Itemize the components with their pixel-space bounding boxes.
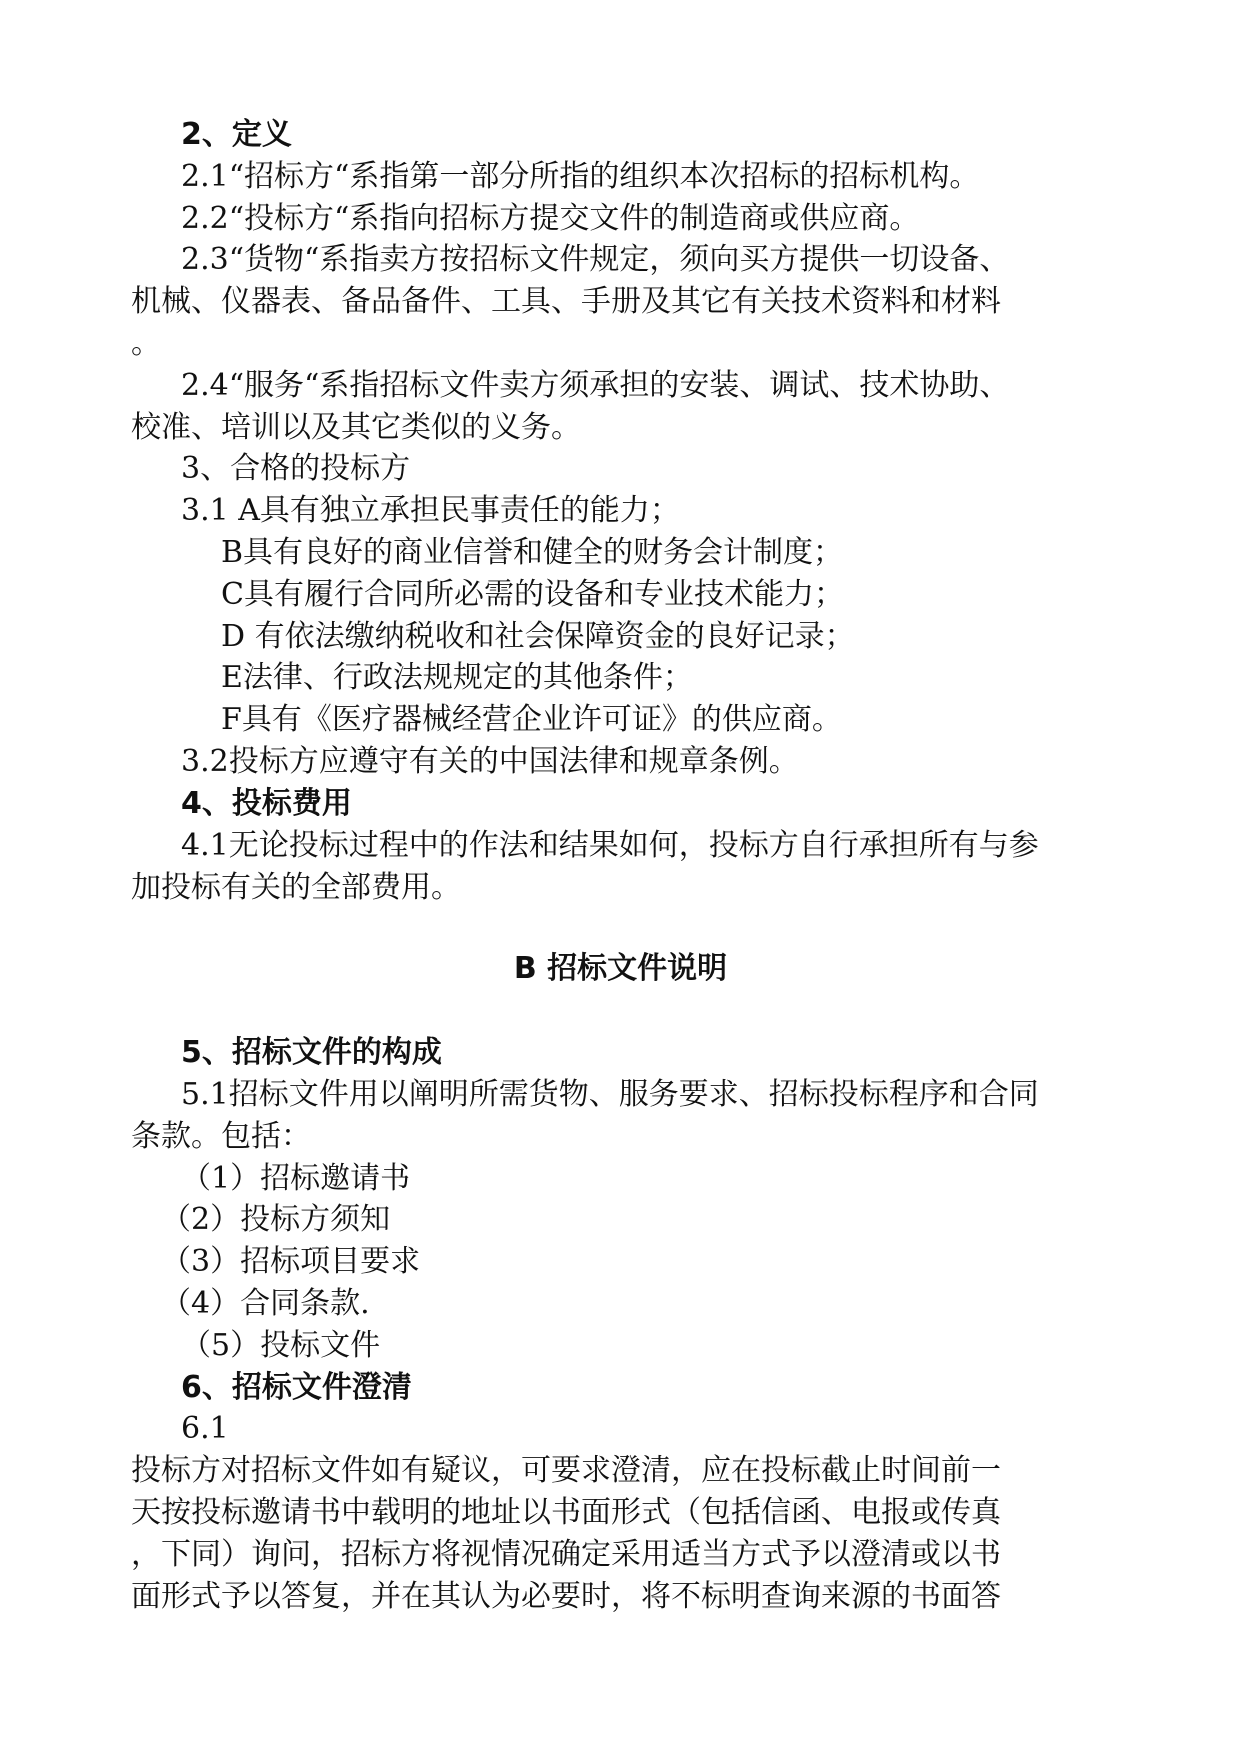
section-4-heading: 4、投标费用 bbox=[181, 786, 352, 821]
clause-2-3-line-3: 。 bbox=[131, 326, 161, 361]
clause-6-1-line-1: 投标方对招标文件如有疑议，可要求澄清，应在投标截止时间前一 bbox=[131, 1453, 1001, 1488]
section-2-heading: 2、定义 bbox=[181, 117, 292, 152]
section-b-title: B 招标文件说明 bbox=[513, 951, 728, 986]
clause-6-1-line-4: 面形式予以答复，并在其认为必要时，将不标明查询来源的书面答 bbox=[131, 1579, 1001, 1614]
clause-6-1-number: 6.1 bbox=[181, 1411, 229, 1446]
section-6-heading: 6、招标文件澄清 bbox=[181, 1370, 412, 1405]
clause-6-1-line-3: ，下同）询问，招标方将视情况确定采用适当方式予以澄清或以书 bbox=[131, 1537, 1001, 1572]
clause-6-1-line-2: 天按投标邀请书中载明的地址以书面形式（包括信函、电报或传真 bbox=[131, 1495, 1001, 1530]
section-3-heading: 3、合格的投标方 bbox=[181, 451, 411, 486]
clause-3-1-d: D 有依法缴纳税收和社会保障资金的良好记录； bbox=[221, 619, 855, 654]
clause-3-1-e: E法律、行政法规规定的其他条件； bbox=[221, 660, 693, 695]
list-item-5: （5）投标文件 bbox=[181, 1328, 381, 1363]
list-item-4: （4）合同条款. bbox=[161, 1286, 370, 1321]
clause-2-2: 2.2“投标方“系指向招标方提交文件的制造商或供应商。 bbox=[181, 201, 920, 236]
clause-2-4-line-1: 2.4“服务“系指招标文件卖方须承担的安装、调试、技术协助、 bbox=[181, 368, 1010, 403]
clause-2-3-line-1: 2.3“货物“系指卖方按招标文件规定，须向买方提供一切设备、 bbox=[181, 242, 1010, 277]
clause-3-1-f: F具有《医疗器械经营企业许可证》的供应商。 bbox=[221, 702, 842, 737]
clause-4-1-line-2: 加投标有关的全部费用。 bbox=[131, 870, 461, 905]
clause-2-3-line-2: 机械、仪器表、备品备件、工具、手册及其它有关技术资料和材料 bbox=[131, 284, 1001, 319]
list-item-1: （1）招标邀请书 bbox=[181, 1161, 411, 1196]
list-item-2: （2）投标方须知 bbox=[161, 1202, 391, 1237]
clause-5-1-line-2: 条款。包括： bbox=[131, 1119, 311, 1154]
clause-3-1-b: B具有良好的商业信誉和健全的财务会计制度； bbox=[221, 535, 844, 570]
clause-2-4-line-2: 校准、培训以及其它类似的义务。 bbox=[131, 410, 581, 445]
section-5-heading: 5、招标文件的构成 bbox=[181, 1035, 442, 1070]
clause-3-1-c: C具有履行合同所必需的设备和专业技术能力； bbox=[221, 577, 844, 612]
clause-2-1: 2.1“招标方“系指第一部分所指的组织本次招标的招标机构。 bbox=[181, 159, 980, 194]
clause-3-1-a: 3.1 A具有独立承担民事责任的能力； bbox=[181, 493, 680, 528]
clause-3-2: 3.2投标方应遵守有关的中国法律和规章条例。 bbox=[181, 744, 799, 779]
list-item-3: （3）招标项目要求 bbox=[161, 1244, 421, 1279]
clause-4-1-line-1: 4.1无论投标过程中的作法和结果如何，投标方自行承担所有与参 bbox=[181, 828, 1039, 863]
clause-5-1-line-1: 5.1招标文件用以阐明所需货物、服务要求、招标投标程序和合同 bbox=[181, 1077, 1039, 1112]
